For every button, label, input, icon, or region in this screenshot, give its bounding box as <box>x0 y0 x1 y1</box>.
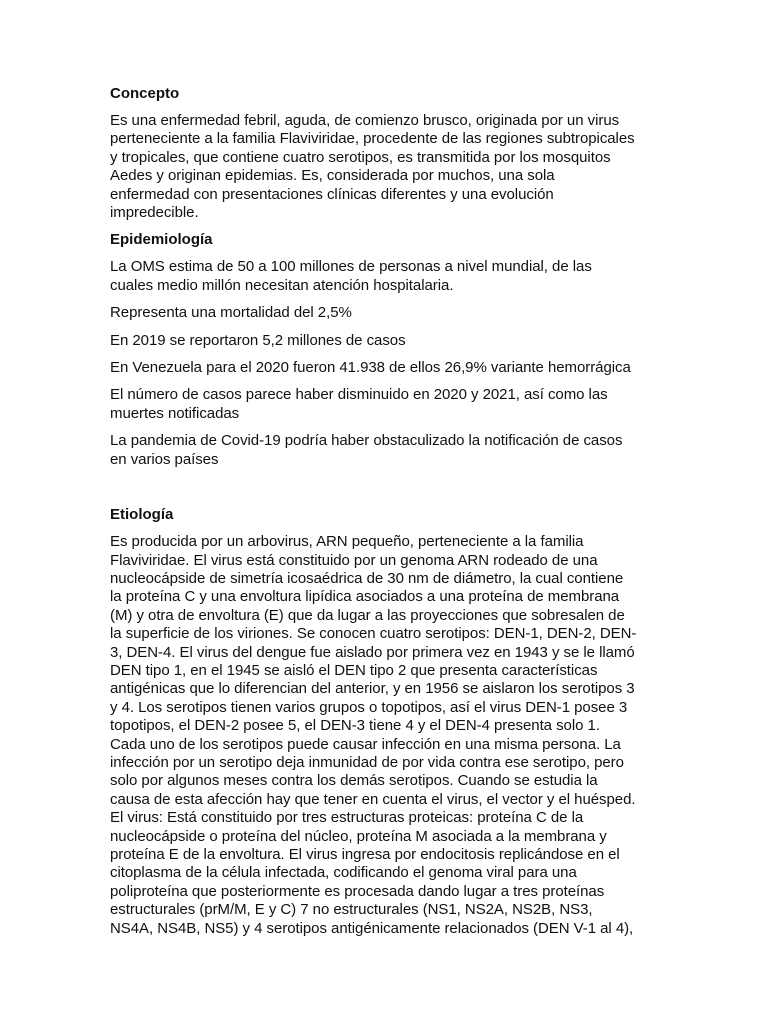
text-line: DEN tipo 1, en el 1945 se aisló el DEN tipo 2 que presenta características <box>110 661 598 679</box>
text-line: antigénicas que lo diferencian del anterior, y en 1956 se aislaron los serotipos 3 <box>110 680 635 698</box>
text-line: Es producida por un arbovirus, ARN pequeño, perteneciente a la familia <box>110 533 584 551</box>
epidemiologia-paragraph <box>110 332 728 350</box>
text-line: El número de casos parece haber disminuido en 2020 y 2021, así como las <box>110 386 608 404</box>
text-line: 3, DEN-4. El virus del dengue fue aislado por primera vez en 1943 y se le llamó <box>110 643 635 661</box>
etiologia-paragraph <box>110 533 728 938</box>
text-line: causa de esta afección hay que tener en cuenta el virus, el vector y el huésped. <box>110 790 636 808</box>
text-line: nucleocápside de simetría icosaédrica de 30 nm de diámetro, la cual contiene <box>110 569 624 587</box>
text-line: enfermedad con presentaciones clínicas diferentes y una evolución <box>110 185 554 203</box>
text-line: En Venezuela para el 2020 fueron 41.938 de ellos 26,9% variante hemorrágica <box>110 359 631 377</box>
text-line: muertes notificadas <box>110 404 240 422</box>
text-line: poliproteína que posteriormente es procesada dando lugar a tres proteínas <box>110 882 605 900</box>
text-line: Cada uno de los serotipos puede causar infección en una misma persona. La <box>110 735 621 753</box>
epidemiologia-paragraph <box>110 258 728 295</box>
text-line: impredecible. <box>110 204 199 222</box>
text-line: NS4A, NS4B, NS5) y 4 serotipos antigénicamente relacionados (DEN V-1 al 4), <box>110 919 634 937</box>
text-line: La pandemia de Covid-19 podría haber obstaculizado la notificación de casos <box>110 432 623 450</box>
text-line: la superficie de los viriones. Se conocen cuatro serotipos: DEN-1, DEN-2, DEN- <box>110 625 637 643</box>
text-line: (M) y otra de envoltura (E) que da lugar a las proyecciones que sobresalen de <box>110 606 625 624</box>
section-heading-etiologia: Etiología <box>110 506 174 524</box>
text-line: solo por algunos meses contra los demás serotipos. Cuando se estudia la <box>110 772 598 790</box>
text-line: Representa una mortalidad del 2,5% <box>110 304 352 322</box>
text-line: Aedes y originan epidemias. Es, considerada por muchos, una sola <box>110 167 555 185</box>
text-line: El virus: Está constituido por tres estructuras proteicas: proteína C de la <box>110 809 584 827</box>
text-line: en varios países <box>110 450 219 468</box>
text-line: citoplasma de la célula infectada, codificando el genoma viral para una <box>110 864 577 882</box>
text-line: cuales medio millón necesitan atención hospitalaria. <box>110 276 454 294</box>
section-spacer <box>110 478 728 506</box>
text-line: En 2019 se reportaron 5,2 millones de casos <box>110 331 406 349</box>
section-heading-concepto: Concepto <box>110 85 180 102</box>
text-line: nucleocápside o proteína del núcleo, proteína M asociada a la membrana y <box>110 827 607 845</box>
text-line: perteneciente a la familia Flaviviridae, procedente de las regiones subtropicales <box>110 130 635 148</box>
text-line: Es una enfermedad febril, aguda, de comienzo brusco, originada por un virus <box>110 112 620 129</box>
text-line: infección por un serotipo deja inmunidad de por vida contra ese serotipo, pero <box>110 753 624 771</box>
text-line: la proteína C y una envoltura lipídica asociados a una proteína de membrana <box>110 588 620 606</box>
text-line: Flaviviridae. El virus está constituido por un genoma ARN rodeado de una <box>110 551 598 569</box>
epidemiologia-paragraph <box>110 304 728 322</box>
text-line: y 4. Los serotipos tienen varios grupos o topotipos, así el virus DEN-1 posee 3 <box>110 698 628 716</box>
concepto-paragraph <box>110 112 728 222</box>
section-heading-epidemiologia: Epidemiología <box>110 231 213 249</box>
epidemiologia-paragraph <box>110 359 728 377</box>
epidemiologia-paragraph <box>110 386 728 423</box>
epidemiologia-paragraph <box>110 432 728 469</box>
text-line: proteína E de la envoltura. El virus ingresa por endocitosis replicándose en el <box>110 846 620 863</box>
text-line: La OMS estima de 50 a 100 millones de personas a nivel mundial, de las <box>110 258 592 276</box>
text-line: y tropicales, que contiene cuatro serotipos, es transmitida por los mosquitos <box>110 148 611 166</box>
text-line: topotipos, el DEN-2 posee 5, el DEN-3 tiene 4 y el DEN-4 presenta solo 1. <box>110 717 600 735</box>
text-line: estructurales (prM/M, E y C) 7 no estructurales (NS1, NS2A, NS2B, NS3, <box>110 901 593 919</box>
